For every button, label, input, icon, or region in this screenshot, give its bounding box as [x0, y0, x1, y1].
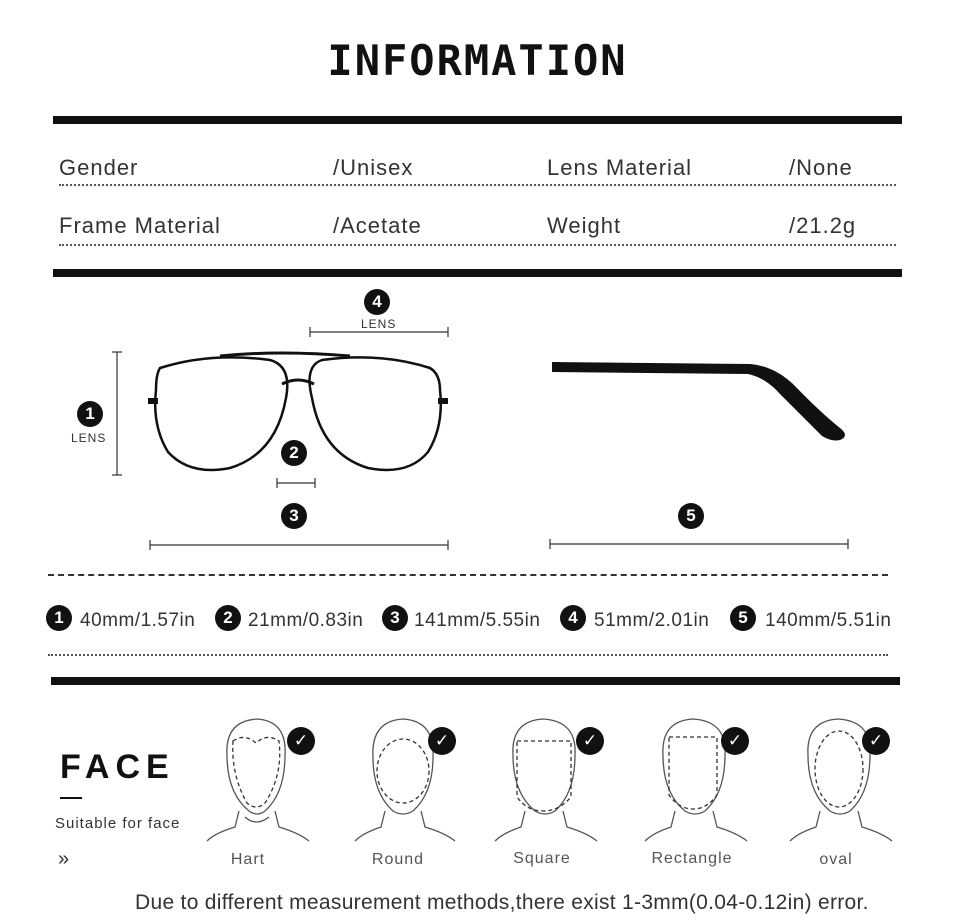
spec-frame-material-label: Frame Material: [59, 213, 221, 238]
face-shape-label-hart: Hart: [230, 851, 266, 868]
measurement-4-badge: 4: [560, 605, 586, 631]
glasses-front-diagram: [60, 286, 480, 562]
page-title: INFORMATION: [327, 36, 628, 85]
marker-5-badge: 5: [678, 503, 704, 529]
measurements-top-divider: [48, 574, 888, 576]
spec-frame-material-value: /Acetate: [333, 213, 422, 238]
face-shape-label-round: Round: [371, 851, 425, 868]
face-title: FACE: [60, 748, 175, 786]
face-section-divider: [51, 677, 900, 685]
marker-1-badge: 1: [77, 401, 103, 427]
face-shape-label-rectangle: Rectangle: [651, 850, 733, 867]
marker-3-badge: 3: [281, 503, 307, 529]
measurement-2-badge: 2: [215, 605, 241, 631]
measurement-5-badge: 5: [730, 605, 756, 631]
marker-4-lens-label: LENS: [361, 317, 397, 331]
measurement-3-value: 141mm/5.55in: [414, 610, 541, 631]
marker-4-badge: 4: [364, 289, 390, 315]
measurements-bottom-divider: [48, 650, 888, 656]
spec-weight-label: Weight: [547, 213, 622, 238]
marker-1-lens-label: LENS: [71, 431, 107, 445]
measurement-5-value: 140mm/5.51in: [765, 610, 892, 631]
check-icon: ✓: [721, 727, 749, 755]
specs-bottom-divider: [53, 269, 902, 277]
face-shape-label-oval: oval: [819, 851, 853, 868]
top-divider: [53, 116, 902, 124]
spec-weight-value: /21.2g: [789, 213, 857, 238]
spec-gender-value: /Unisex: [333, 155, 414, 180]
spec-gender-label: Gender: [59, 155, 139, 180]
check-icon: ✓: [862, 727, 890, 755]
glasses-temple-diagram: [540, 350, 860, 560]
measurement-1-value: 40mm/1.57in: [80, 610, 196, 631]
spec-lens-material-value: /None: [789, 155, 853, 180]
measurement-4-value: 51mm/2.01in: [594, 610, 710, 631]
spec-lens-material-label: Lens Material: [547, 155, 693, 180]
spec-row-divider: [59, 180, 896, 186]
chevron-right-icon: »: [58, 848, 70, 870]
check-icon: ✓: [576, 727, 604, 755]
check-icon: ✓: [287, 727, 315, 755]
face-title-underline: [60, 797, 82, 799]
face-shape-label-square: Square: [513, 850, 571, 867]
measurement-2-value: 21mm/0.83in: [248, 610, 364, 631]
measurement-1-badge: 1: [46, 605, 72, 631]
spec-row-divider: [59, 240, 896, 246]
marker-2-badge: 2: [281, 440, 307, 466]
measurement-error-note: Due to different measurement methods,there exist 1-3mm(0.04-0.12in) error.: [135, 891, 869, 914]
face-subtitle: Suitable for face: [55, 815, 181, 832]
check-icon: ✓: [428, 727, 456, 755]
measurement-3-badge: 3: [382, 605, 408, 631]
